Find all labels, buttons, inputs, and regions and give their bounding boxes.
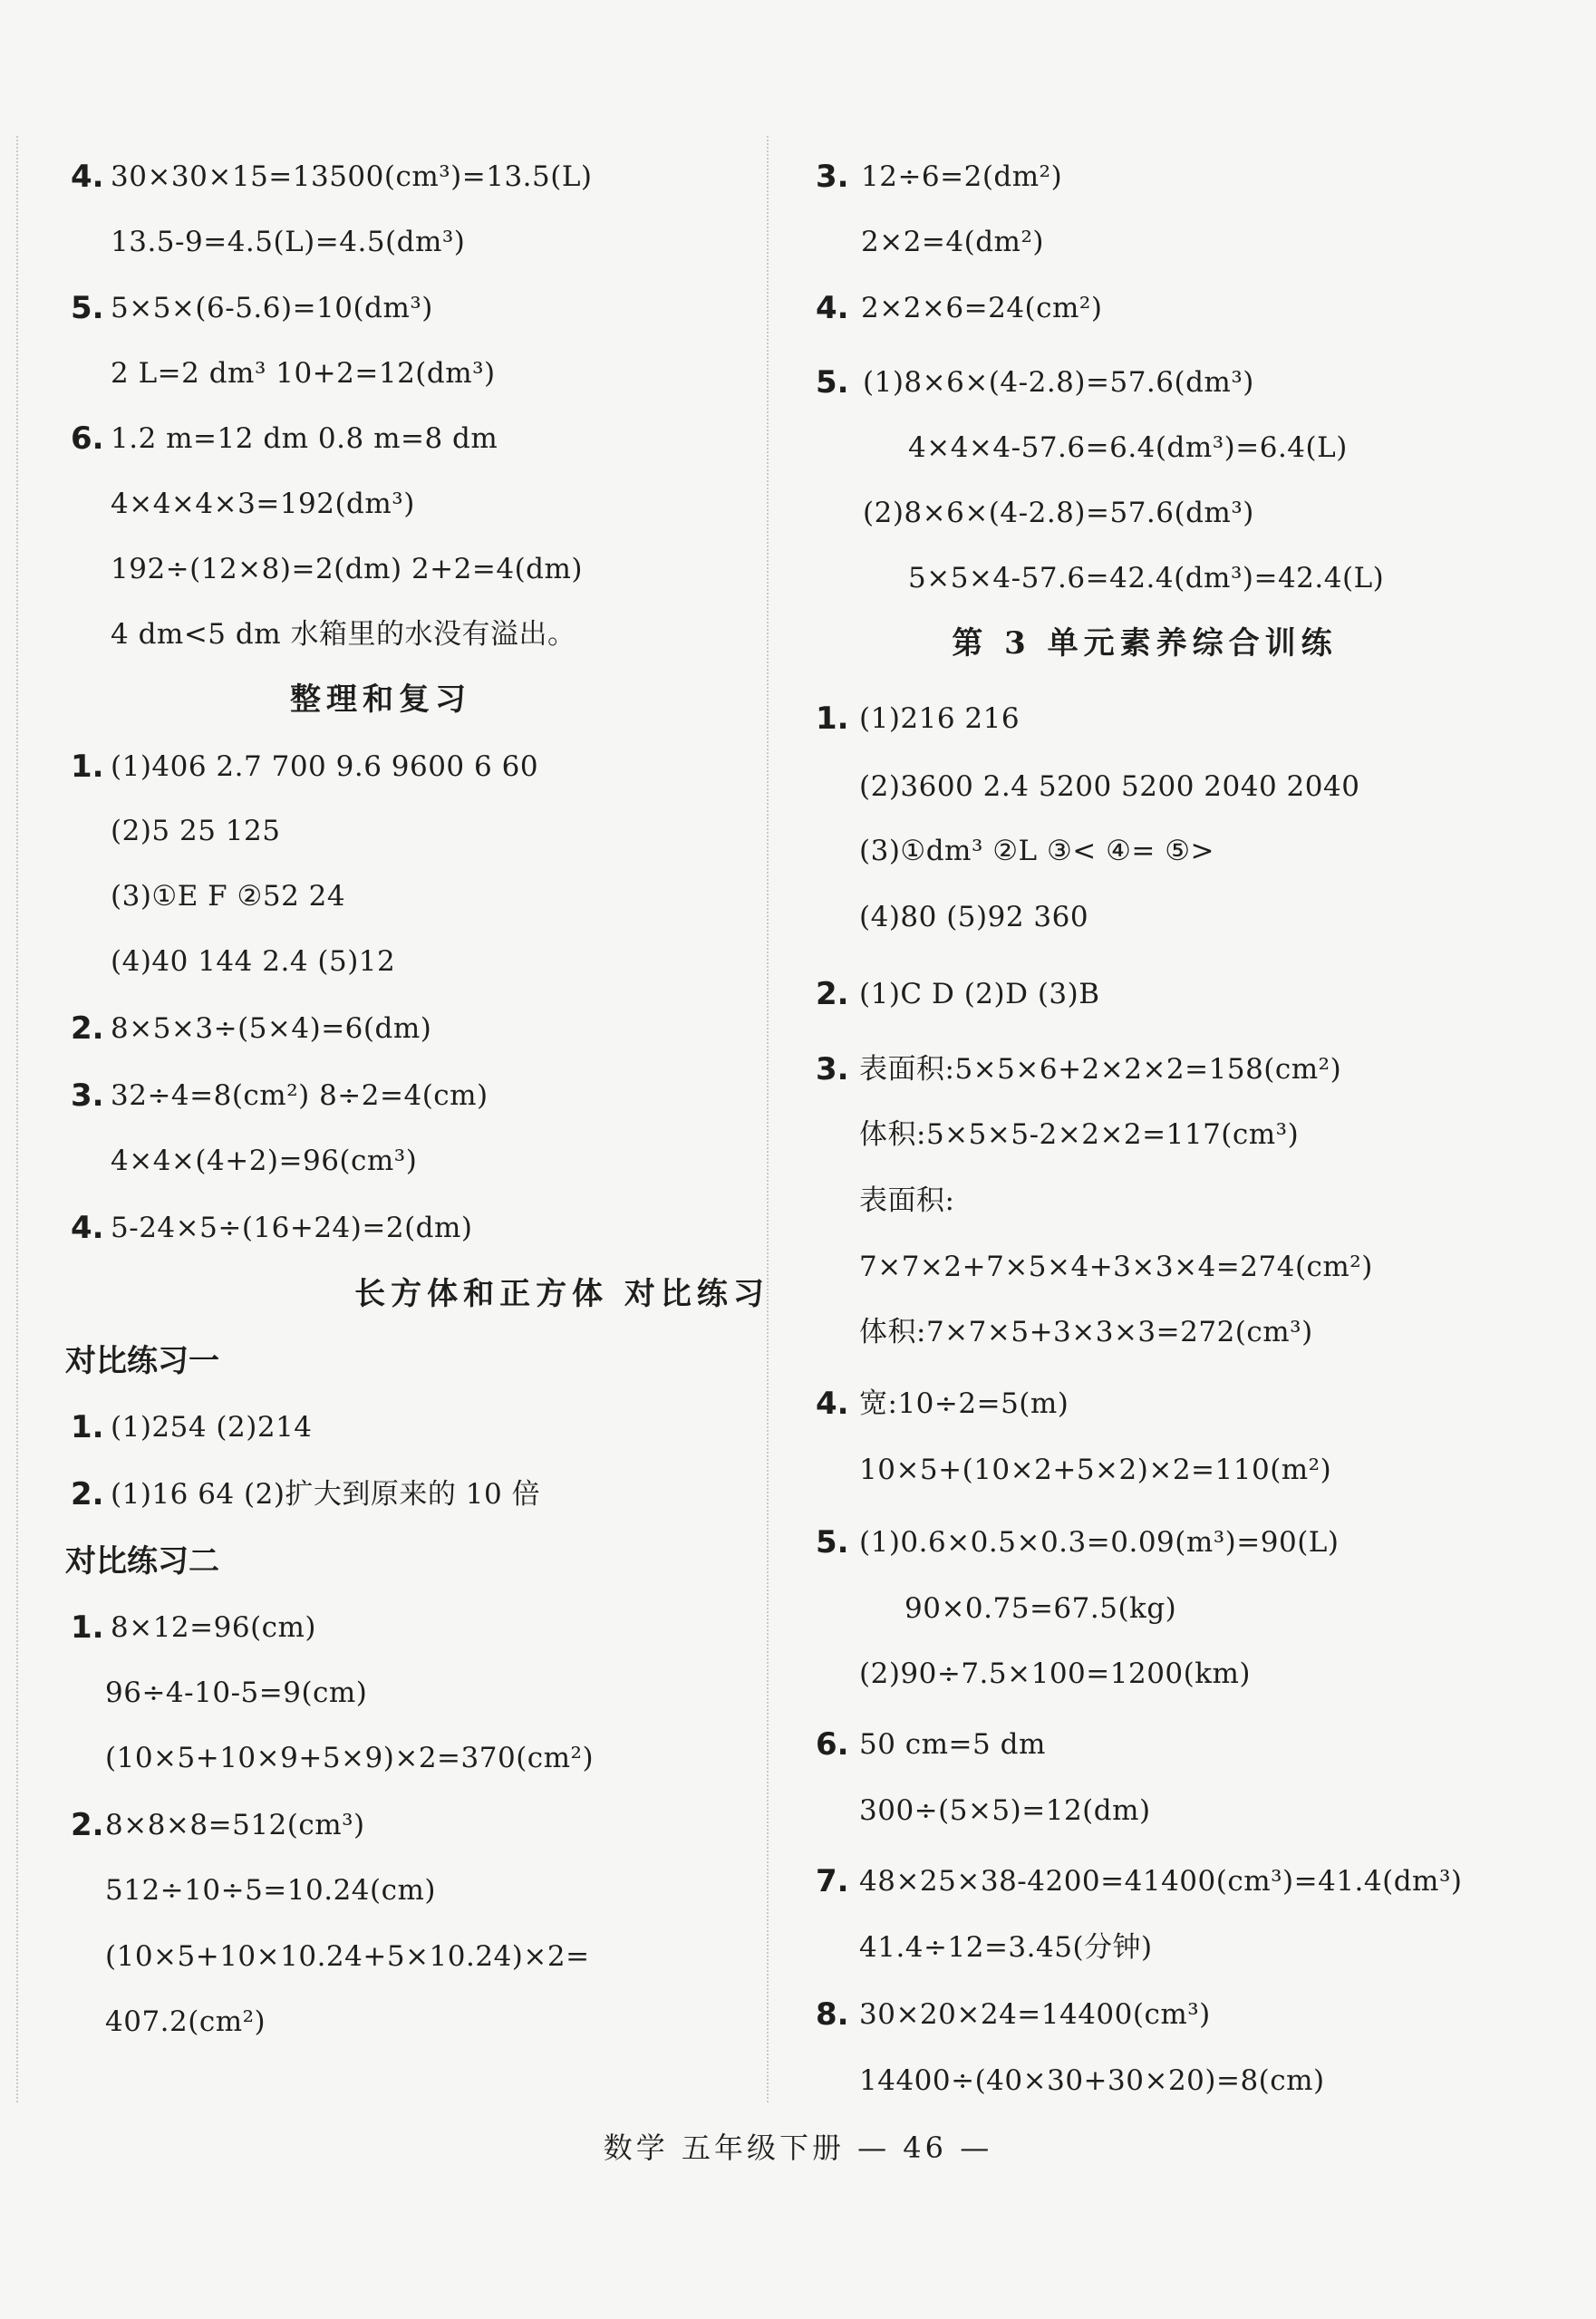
answer-line: 10×5+(10×2+5×2)×2=110(m²)	[859, 1454, 1332, 1486]
question-number: 2.	[71, 1010, 104, 1047]
answer-line: 4×4×(4+2)=96(cm³)	[111, 1145, 418, 1177]
answer-line: 90×0.75=67.5(kg)	[904, 1592, 1177, 1625]
answer-line: 体积:7×7×5+3×3×3=272(cm³)	[859, 1316, 1313, 1348]
answer-line: 407.2(cm²)	[105, 2005, 266, 2038]
left-column	[0, 0, 769, 2130]
answer-line: (3)①E F ②52 24	[111, 880, 346, 913]
answer-line: 体积:5×5×5-2×2×2=117(cm³)	[859, 1118, 1300, 1151]
answer-line: 32÷4=8(cm²) 8÷2=4(cm)	[111, 1079, 488, 1112]
answer-line: 192÷(12×8)=2(dm) 2+2=4(dm)	[111, 553, 584, 585]
question-number: 8.	[816, 1996, 849, 2033]
answer-line: 5×5×4-57.6=42.4(dm³)=42.4(L)	[908, 562, 1385, 594]
answer-line: 1.2 m=12 dm 0.8 m=8 dm	[111, 422, 498, 455]
answer-line: 2×2×6=24(cm²)	[861, 292, 1103, 324]
answer-line: 30×20×24=14400(cm³)	[859, 1998, 1211, 2031]
answer-line: 48×25×38-4200=41400(cm³)=41.4(dm³)	[859, 1865, 1463, 1898]
answer-line: 2×2=4(dm²)	[861, 226, 1044, 258]
answer-line: 12÷6=2(dm²)	[861, 160, 1063, 193]
page-footer: 数学 五年级下册 — 46 —	[603, 2131, 993, 2165]
answer-line: (2)5 25 125	[111, 815, 281, 847]
answer-line: (1)406 2.7 700 9.6 9600 6 60	[111, 750, 539, 783]
question-number: 1.	[71, 1409, 104, 1445]
question-number: 1.	[71, 1609, 104, 1646]
answer-line: (1)254 (2)214	[111, 1411, 313, 1444]
answer-line: 8×8×8=512(cm³)	[105, 1809, 365, 1841]
right-column	[779, 0, 1596, 2130]
question-number: 1.	[816, 701, 849, 737]
question-number: 4.	[816, 290, 849, 326]
question-number: 3.	[816, 159, 849, 195]
answer-line: 8×5×3÷(5×4)=6(dm)	[111, 1012, 432, 1045]
answer-line: 41.4÷12=3.45(分钟)	[859, 1931, 1153, 1964]
question-number: 2.	[71, 1807, 104, 1843]
question-number: 2.	[71, 1476, 104, 1512]
question-number: 2.	[816, 976, 849, 1012]
answer-line: 7×7×2+7×5×4+3×3×4=274(cm²)	[859, 1251, 1373, 1283]
answer-line: 13.5-9=4.5(L)=4.5(dm³)	[111, 226, 466, 258]
question-number: 3.	[71, 1077, 104, 1114]
answer-line: 50 cm=5 dm	[859, 1728, 1046, 1761]
subsection-heading: 对比练习一	[65, 1343, 219, 1379]
answer-line: (4)40 144 2.4 (5)12	[111, 945, 396, 978]
answer-line: (1)8×6×(4-2.8)=57.6(dm³)	[863, 366, 1254, 399]
section-heading: 长方体和正方体 对比练习	[354, 1276, 769, 1312]
question-number: 4.	[816, 1386, 849, 1422]
question-number: 4.	[71, 1210, 104, 1246]
answer-line: (1)216 216	[859, 702, 1020, 735]
answer-line: 2 L=2 dm³ 10+2=12(dm³)	[111, 357, 496, 390]
answer-line: (1)C D (2)D (3)B	[859, 978, 1100, 1010]
answer-line: 5×5×(6-5.6)=10(dm³)	[111, 292, 433, 324]
answer-line: 4 dm<5 dm 水箱里的水没有溢出。	[111, 618, 576, 651]
answer-line: 8×12=96(cm)	[111, 1611, 317, 1644]
answer-line: (2)90÷7.5×100=1200(km)	[859, 1657, 1252, 1690]
question-number: 4.	[71, 159, 104, 195]
answer-line: 30×30×15=13500(cm³)=13.5(L)	[111, 160, 593, 193]
answer-line: (2)8×6×(4-2.8)=57.6(dm³)	[863, 497, 1254, 529]
subsection-heading: 对比练习二	[65, 1543, 219, 1580]
column-divider	[767, 136, 769, 2102]
answer-line: 14400÷(40×30+30×20)=8(cm)	[859, 2064, 1325, 2097]
answer-line: 表面积:	[859, 1184, 955, 1217]
answer-line: 4×4×4-57.6=6.4(dm³)=6.4(L)	[908, 431, 1348, 464]
question-number: 3.	[816, 1051, 849, 1087]
answer-line: (1)16 64 (2)扩大到原来的 10 倍	[111, 1478, 541, 1511]
question-number: 5.	[816, 364, 849, 401]
section-heading: 第 3 单元素养综合训练	[952, 625, 1338, 662]
answer-line: (4)80 (5)92 360	[859, 901, 1089, 933]
question-number: 6.	[71, 420, 104, 457]
question-number: 1.	[71, 749, 104, 785]
answer-line: 5-24×5÷(16+24)=2(dm)	[111, 1212, 473, 1244]
answer-line: (10×5+10×10.24+5×10.24)×2=	[105, 1940, 590, 1973]
section-heading: 整理和复习	[290, 681, 471, 718]
question-number: 5.	[816, 1524, 849, 1560]
question-number: 7.	[816, 1863, 849, 1899]
answer-line: (3)①dm³ ②L ③< ④= ⑤>	[859, 835, 1214, 867]
answer-line: (10×5+10×9+5×9)×2=370(cm²)	[105, 1742, 595, 1774]
answer-line: (1)0.6×0.5×0.3=0.09(m³)=90(L)	[859, 1526, 1340, 1559]
answer-line: 4×4×4×3=192(dm³)	[111, 488, 415, 520]
answer-line: 宽:10÷2=5(m)	[859, 1387, 1069, 1420]
answer-line: 表面积:5×5×6+2×2×2=158(cm²)	[859, 1053, 1342, 1086]
question-number: 5.	[71, 290, 104, 326]
answer-line: 300÷(5×5)=12(dm)	[859, 1794, 1151, 1827]
answer-line: 96÷4-10-5=9(cm)	[105, 1676, 368, 1709]
question-number: 6.	[816, 1726, 849, 1763]
answer-line: 512÷10÷5=10.24(cm)	[105, 1874, 436, 1907]
answer-line: (2)3600 2.4 5200 5200 2040 2040	[859, 770, 1360, 803]
